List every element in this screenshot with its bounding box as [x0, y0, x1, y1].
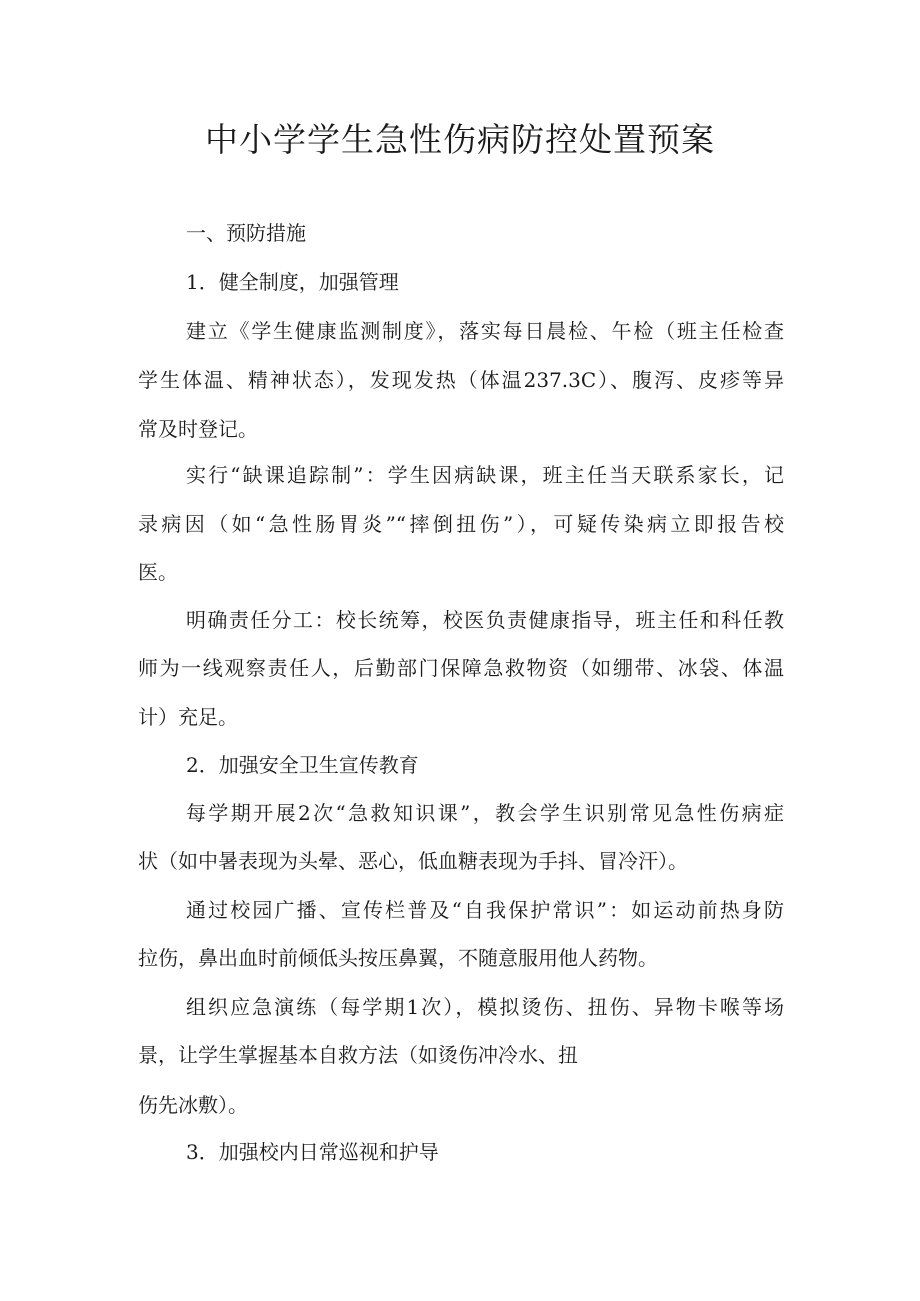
subheading-safety-education: 2．加强安全卫生宣传教育: [186, 753, 419, 777]
paragraph-line: 医。: [138, 560, 178, 584]
paragraph-line: 组织应急演练（每学期1次），模拟烫伤、扭伤、异物卡喉等场: [186, 995, 784, 1019]
paragraph-line: 每学期开展2次“急救知识课”，教会学生识别常见急性伤病症: [186, 801, 784, 825]
paragraph-line: 状（如中暑表现为头晕、恶心，低血糖表现为手抖、冒冷汗）。: [138, 849, 688, 873]
paragraph-line: 实行“缺课追踪制”：学生因病缺课，班主任当天联系家长，记: [186, 463, 784, 487]
paragraph-line: 明确责任分工：校长统筹，校医负责健康指导，班主任和科任教: [186, 608, 784, 632]
paragraph-line: 录病因（如“急性肠胃炎”“摔倒扭伤”），可疑传染病立即报告校: [138, 512, 784, 536]
document-title: 中小学学生急性伤病防控处置预案: [205, 120, 715, 159]
paragraph-line: 伤先冰敷）。: [138, 1093, 248, 1117]
subheading-system-management: 1．健全制度，加强管理: [186, 270, 399, 294]
section-heading-prevention: 一、预防措施: [186, 221, 306, 245]
subheading-campus-patrol: 3．加强校内日常巡视和护导: [186, 1140, 439, 1164]
paragraph-line: 景，让学生掌握基本自救方法（如烫伤冲冷水、扭: [138, 1043, 578, 1067]
paragraph-line: 师为一线观察责任人，后勤部门保障急救物资（如绷带、冰袋、体温: [138, 656, 784, 680]
paragraph-line: 常及时登记。: [138, 417, 258, 441]
paragraph-line: 计）充足。: [138, 705, 238, 729]
paragraph-line: 通过校园广播、宣传栏普及“自我保护常识”：如运动前热身防: [186, 898, 784, 922]
paragraph-line: 拉伤，鼻出血时前倾低头按压鼻翼，不随意服用他人药物。: [138, 946, 658, 970]
paragraph-line: 建立《学生健康监测制度》，落实每日晨检、午检（班主任检查: [186, 319, 784, 343]
paragraph-line: 学生体温、精神状态），发现发热（体温237.3C）、腹泻、皮疹等异: [138, 368, 784, 392]
